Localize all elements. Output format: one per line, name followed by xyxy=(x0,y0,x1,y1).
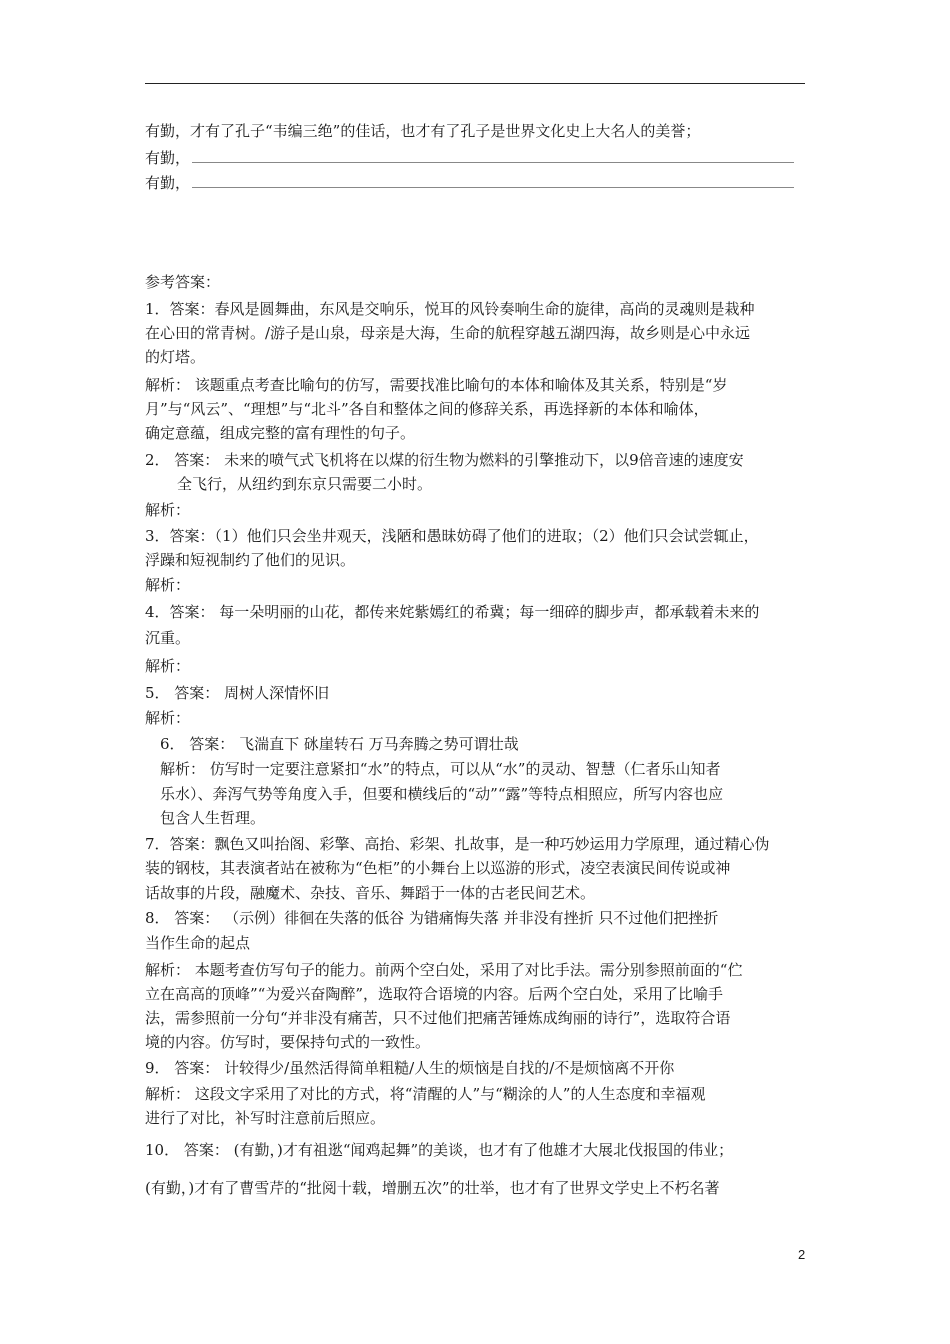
text-line: 浮躁和短视制约了他们的见识。 xyxy=(145,551,356,569)
text-line: 乐水）、奔泻气势等角度入手，但要和横线后的“动”“露”等特点相照应，所写内容也应 xyxy=(160,785,724,803)
text-line: 解析： xyxy=(145,576,191,594)
text-line: 解析： xyxy=(145,709,191,727)
text-line: 9． 答案： 计较得少/虽然活得简单粗糙/人生的烦恼是自找的/不是烦恼离不开你 xyxy=(145,1059,675,1077)
text-line: 境的内容。仿写时，要保持句式的一致性。 xyxy=(145,1033,431,1051)
text-line: 装的钢枝，其表演者站在被称为“色柜”的小舞台上以巡游的形式，凌空表演民间传说或神 xyxy=(145,859,731,877)
text-line: 解析： 仿写时一定要注意紧扣“水”的特点，可以从“水”的灵动、智慧（仁者乐山知者 xyxy=(160,760,721,778)
answer-blank xyxy=(192,173,794,188)
text-line: 的灯塔。 xyxy=(145,348,206,366)
text-line: 解析： 这段文字采用了对比的方式，将“清醒的人”与“糊涂的人”的人生态度和幸福观 xyxy=(145,1085,706,1103)
text-line: 6． 答案： 飞湍直下 砯崖转石 万马奔腾之势可谓壮哉 xyxy=(160,735,519,753)
text-line: 5． 答案： 周树人深情怀旧 xyxy=(145,684,330,702)
text-line: 在心田的常青树。/游子是山泉，母亲是大海，生命的航程穿越五湖四海，故乡则是心中永远 xyxy=(145,324,751,342)
text-line: 立在高高的顶峰”“为爱兴奋陶醉”，选取符合语境的内容。后两个空白处，采用了比喻手 xyxy=(145,985,724,1003)
page-number: 2 xyxy=(798,1247,806,1262)
text-line: 全飞行，从纽约到东京只需要二小时。 xyxy=(177,475,433,493)
blank-prefix: 有勤， xyxy=(145,149,191,167)
text-line: 8． 答案： （示例）徘徊在失落的低谷 为错痛悔失落 并非没有挫折 只不过他们把挫折 xyxy=(145,909,719,927)
text-line: 确定意蕴，组成完整的富有理性的句子。 xyxy=(145,424,416,442)
text-line: 进行了对比，补写时注意前后照应。 xyxy=(145,1109,386,1127)
section-title: 参考答案： xyxy=(145,273,221,291)
text-line: (有勤，)才有了曹雪芹的“批阅十载，增删五次”的壮举，也才有了世界文学史上不朽名著 xyxy=(145,1179,720,1197)
answer-blank xyxy=(192,148,794,163)
text-line: 解析： 本题考查仿写句子的能力。前两个空白处，采用了对比手法。需分别参照前面的“伫 xyxy=(145,961,743,979)
blank-prefix: 有勤， xyxy=(145,174,191,192)
text-line: 解析： 该题重点考查比喻句的仿写，需要找准比喻句的本体和喻体及其关系，特别是“岁 xyxy=(145,376,728,394)
text-line: 1．答案：春风是圆舞曲，东风是交响乐，悦耳的风铃奏响生命的旋律，高尚的灵魂则是栽种 xyxy=(145,300,755,318)
blank-line-2 xyxy=(145,173,794,193)
text-line: 2． 答案： 未来的喷气式飞机将在以煤的衍生物为燃料的引擎推动下，以9倍音速的速度安 xyxy=(145,451,744,469)
text-line: 10． 答案： (有勤，)才有祖逖“闻鸡起舞”的美谈，也才有了他雄才大展北伐报国的伟业； xyxy=(145,1141,734,1159)
text-line: 当作生命的起点 xyxy=(145,934,251,952)
text-line: 3．答案：（1）他们只会坐井观天，浅陋和愚昧妨碍了他们的进取；（2）他们只会试尝辄止， xyxy=(145,527,759,545)
blank-line-1 xyxy=(145,148,794,168)
prompt-sentence: 有勤，才有了孔子“韦编三绝”的佳话，也才有了孔子是世界文化史上大名人的美誉； xyxy=(145,122,701,140)
text-line: 话故事的片段，融魔术、杂技、音乐、舞蹈于一体的古老民间艺术。 xyxy=(145,884,596,902)
text-line: 解析： xyxy=(145,501,191,519)
text-line: 7．答案：飘色又叫抬阁、彩擎、高抬、彩架、扎故事，是一种巧妙运用力学原理，通过精心伪 xyxy=(145,835,770,853)
text-line: 法，需参照前一分句“并非没有痛苦，只不过他们把痛苦锤炼成绚丽的诗行”，选取符合语 xyxy=(145,1009,731,1027)
text-line: 解析： xyxy=(145,657,191,675)
text-line: 月”与“风云”、“理想”与“北斗”各自和整体之间的修辞关系，再选择新的本体和喻体， xyxy=(145,400,709,418)
text-line: 包含人生哲理。 xyxy=(160,809,266,827)
header-rule xyxy=(145,83,805,84)
text-line: 4．答案： 每一朵明丽的山花，都传来姹紫嫣红的希冀；每一细碎的脚步声，都承载着未来的 xyxy=(145,603,760,621)
text-line: 沉重。 xyxy=(145,629,191,647)
